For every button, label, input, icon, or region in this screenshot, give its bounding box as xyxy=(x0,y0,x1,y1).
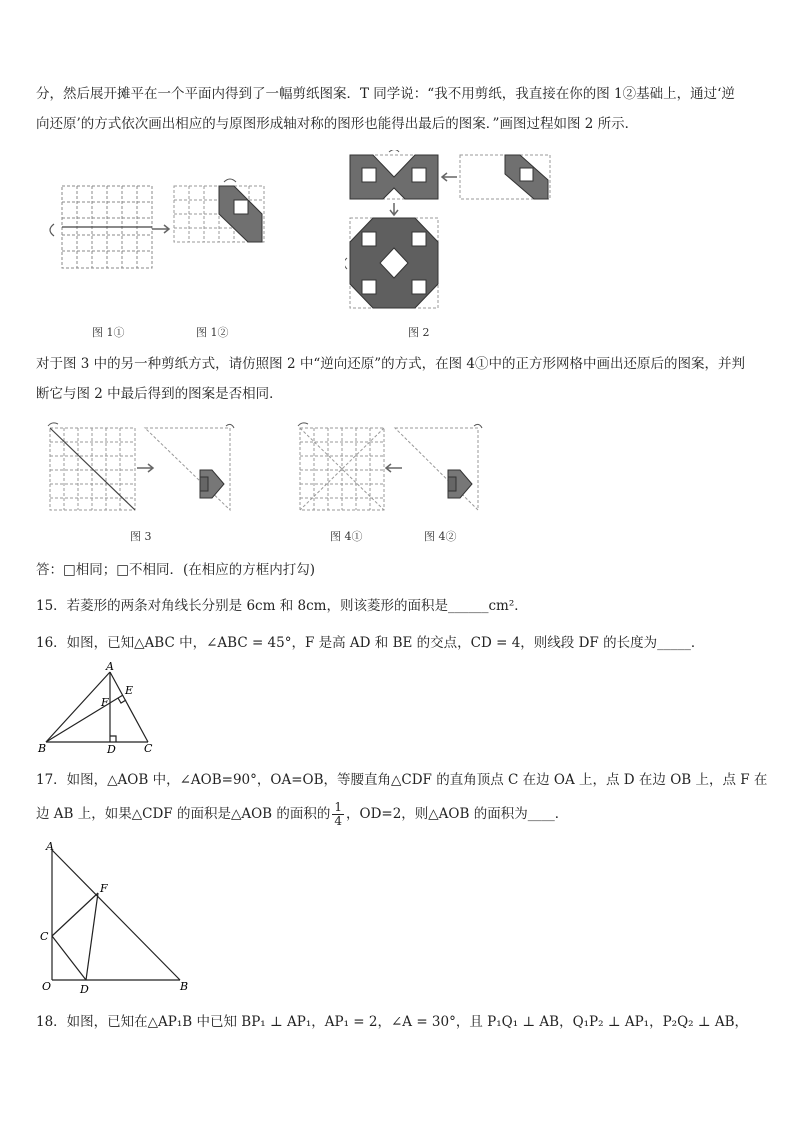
arrow-right-icon xyxy=(150,222,174,236)
label-E: E xyxy=(125,684,134,697)
answer-line: 答：□相同；□不相同．(在相应的方框内打勾) xyxy=(36,562,316,578)
q14-line-1: 对于图 3 中的另一种剪纸方式，请仿照图 2 中“逆向还原”的方式，在图 4①中的正方形网格中画出还原后的图案，并判 xyxy=(36,356,746,372)
q16-text: 16．如图，已知△ABC 中，∠ABC = 45°，F 是高 AD 和 BE 的交点，CD = 4，则线段 DF 的长度为_____． xyxy=(36,635,705,651)
figure-2 xyxy=(345,150,555,310)
caption-fig-1-1: 图 1① xyxy=(92,326,125,339)
figure-q17 xyxy=(38,840,208,1000)
q17-line-2-part-b: ，OD=2，则△AOB 的面积为____． xyxy=(346,806,569,822)
q17-line-1: 17．如图，△AOB 中，∠AOB=90°，OA=OB，等腰直角△CDF 的直角顶点 C 在边 OA 上，点 D 在边 OB 上，点 F 在 xyxy=(36,772,768,788)
caption-fig-2: 图 2 xyxy=(408,326,430,339)
caption-fig-4-1: 图 4① xyxy=(330,530,363,543)
fraction-numerator: 1 xyxy=(334,800,342,814)
label-B: B xyxy=(38,742,47,755)
caption-fig-1-2: 图 1② xyxy=(196,326,229,339)
figure-1-1 xyxy=(40,178,160,273)
intro-line-1: 分，然后展开摊平在一个平面内得到了一幅剪纸图案．T 同学说：“我不用剪纸，我直接在你的图 1②基础上，通过‘逆 xyxy=(36,86,735,102)
label-D: D xyxy=(80,983,89,996)
q14-line-2: 断它与图 2 中最后得到的图案是否相同． xyxy=(36,386,283,402)
fraction-denominator: 4 xyxy=(334,814,342,828)
q17-line-2-part-a: 边 AB 上，如果△CDF 的面积是△AOB 的面积的 xyxy=(36,806,331,822)
figure-1-2 xyxy=(172,178,272,268)
figure-3-folded xyxy=(140,420,240,515)
label-D: D xyxy=(107,743,116,755)
figure-q16 xyxy=(36,660,166,755)
figure-3 xyxy=(40,420,145,515)
label-C: C xyxy=(144,742,153,755)
label-A: A xyxy=(106,660,114,673)
intro-line-2: 向还原’的方式依次画出相应的与原图形成轴对称的图形也能得出最后的图案．”画图过程如图 2 所示． xyxy=(36,116,639,132)
figure-4-1 xyxy=(292,420,392,515)
fraction-one-quarter xyxy=(332,801,344,828)
label-A: A xyxy=(46,840,54,853)
label-O: O xyxy=(42,980,52,993)
caption-fig-3: 图 3 xyxy=(130,530,152,543)
q17-line-2 xyxy=(36,800,758,828)
q18-text: 18．如图，已知在△AP₁B 中已知 BP₁ ⊥ AP₁，AP₁ = 2，∠A = 30°，且 P₁Q₁ ⊥ AB，Q₁P₂ ⊥ AP₁，P₂Q₂ ⊥ AB， xyxy=(36,1014,748,1030)
caption-fig-4-2: 图 4② xyxy=(424,530,457,543)
q15-text: 15．若菱形的两条对角线长分别是 6cm 和 8cm，则该菱形的面积是______cm²． xyxy=(36,598,528,614)
figure-4-2 xyxy=(390,420,490,515)
label-C: C xyxy=(40,930,49,943)
label-B: B xyxy=(180,980,189,993)
label-F: F xyxy=(101,696,109,709)
label-F: F xyxy=(100,882,108,895)
